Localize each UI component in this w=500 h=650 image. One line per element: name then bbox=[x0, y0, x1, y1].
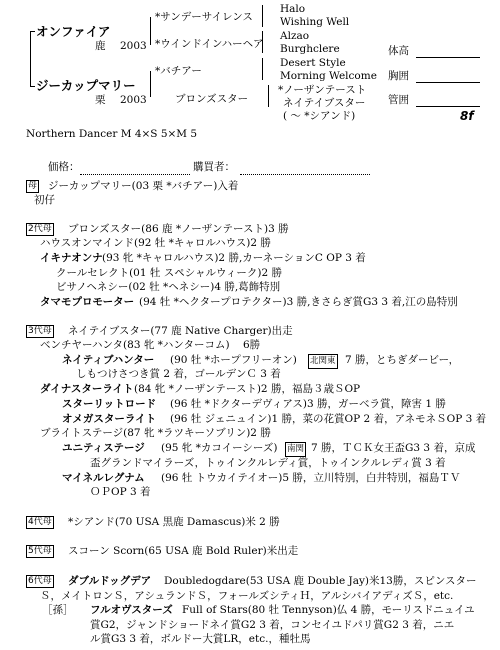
g3-1: Halo bbox=[280, 3, 306, 15]
g6-text-1: Doubledogdare(53 USA 鹿 Double Jay)米13勝，スピンスター bbox=[164, 575, 477, 587]
g4-label: 4代母 bbox=[28, 517, 52, 527]
g3-line-9-region: 南関 bbox=[285, 442, 306, 457]
g5-text: スコーン Scorn(65 USA 鹿 Bold Ruler)米出走 bbox=[68, 545, 299, 557]
g2-line-1: ブロンズスター(86 鹿 *ノーザンテースト)3 勝 bbox=[68, 223, 289, 235]
mother-line-2: 初仔 bbox=[34, 194, 55, 206]
g3-line-2: ベンチヤーハンタ(83 牝 *ハンターコム) bbox=[40, 339, 230, 351]
dam-color: 栗 bbox=[95, 94, 106, 106]
g3-label: 3代母 bbox=[28, 326, 52, 336]
g6-name: ダブルドッグデア bbox=[68, 575, 152, 587]
height-field[interactable] bbox=[416, 45, 480, 58]
inbreeding: Northern Dancer M 4×S 5×M 5 bbox=[26, 128, 198, 140]
g6-label: 6代母 bbox=[28, 576, 52, 586]
g6-grandchild-text-2: 賞G2，ジャンドショードネイ賞G2 3 着，コンセイユドパリ賞G2 3 着，ニエ bbox=[90, 619, 455, 631]
g3-2: Wishing Well bbox=[280, 16, 350, 28]
chest-field[interactable] bbox=[416, 70, 480, 83]
pedigree-bracket bbox=[30, 31, 31, 87]
g6-grandchild-marker: ［孫］ bbox=[42, 604, 74, 616]
sire-color: 鹿 bbox=[95, 40, 106, 52]
price-label: 価格： bbox=[48, 161, 80, 173]
dam-name: ジーカップマリー bbox=[36, 78, 136, 93]
g3-line-3-rest: 7 勝，とちぎダービー， bbox=[345, 354, 460, 366]
g3-6: Morning Welcome bbox=[280, 70, 377, 82]
g3-8: ネイテイブスター bbox=[283, 97, 366, 109]
g3-line-3: (90 牡 *ホープフリーオン) bbox=[170, 354, 297, 366]
cannon-label: 管囲 bbox=[388, 94, 409, 106]
g2-line-3: (93 牝 *キャロルハウス)2 勝,カーネーションC OP 3 着 bbox=[102, 252, 366, 264]
price-field[interactable] bbox=[80, 162, 190, 175]
mother-label: 母 bbox=[28, 181, 38, 191]
g2-line-6: (94 牡 *ヘクタープロテクター)3 勝,きさらぎ賞G3 3 着,江の島特別 bbox=[139, 296, 458, 308]
g3-line-12: ＯＰOP 3 着 bbox=[90, 486, 151, 498]
g3-line-6-name: スターリットロード bbox=[62, 398, 157, 410]
buyer-label: 購買者： bbox=[193, 161, 235, 173]
g2-line-5: ビサノヘネシー(02 牡 *ヘネシー)4 勝,葛飾特別 bbox=[56, 281, 281, 293]
g5-label: 5代母 bbox=[28, 546, 52, 556]
g3-3: Alzao bbox=[280, 30, 310, 42]
g2-line-3-name: イキナオンナ bbox=[40, 252, 103, 264]
g6-grandchild-text-3: ル賞G3 3 着，ボルドー大賞LR，etc.，種牡馬 bbox=[90, 633, 311, 645]
sire-name: オンファイア bbox=[36, 24, 111, 39]
cannon-field[interactable] bbox=[416, 94, 480, 107]
sire-dam: *ウインドインハーヘア bbox=[155, 38, 264, 50]
g6-grandchild-text-1: Full of Stars(80 牡 Tennyson)仏 4 勝，モーリスドニュイユ bbox=[182, 604, 475, 616]
dam-dam: ブロンズスター bbox=[175, 93, 249, 105]
g3-line-9-name: ユニティステージ bbox=[62, 442, 145, 454]
g6-text-2: Ｓ，メイトロンＳ，アシュランドＳ，フォールズシティＨ，アルシバイアディズＳ，etc. bbox=[40, 590, 454, 602]
sire-year: 2003 bbox=[120, 40, 147, 52]
family-number: 8f bbox=[460, 109, 474, 123]
sire-sire: *サンデーサイレンス bbox=[155, 11, 253, 23]
g6-grandchild-name: フルオヴスターズ bbox=[90, 604, 173, 616]
g2-line-4: クールセレクト(01 牡 スペシャルウィーク)2 勝 bbox=[56, 267, 282, 279]
g3-4: Burghclere bbox=[280, 43, 340, 55]
chest-label: 胸囲 bbox=[388, 70, 409, 82]
g3-line-7-name: オメガスターライト bbox=[62, 413, 157, 425]
g3-5: Desert Style bbox=[280, 57, 346, 69]
g3-line-3-name: ネイティブハンター bbox=[62, 354, 155, 366]
g3-line-11-name: マイネルレグナム bbox=[62, 472, 145, 484]
g3-line-3-region: 北関東 bbox=[308, 354, 338, 369]
g3-line-9-rest: 7 勝，ＴＣＫ女王盃G3 3 着，京成 bbox=[311, 442, 476, 454]
g3-line-4: しもつけさつき賞 2 着，ゴールデンＣ 3 着 bbox=[76, 368, 281, 380]
g3-extra: ( ～ *シアンド) bbox=[283, 110, 356, 122]
g2-label: 2代母 bbox=[28, 224, 52, 234]
g3-line-5-name: ダイナスターライト bbox=[40, 383, 134, 395]
mother-line-1: ジーカップマリー(03 栗 *バチアー)入着 bbox=[48, 180, 239, 192]
g3-7: *ノーザンテースト bbox=[278, 84, 367, 96]
height-label: 体高 bbox=[388, 45, 409, 57]
g3-line-1: ネイテイブスター(77 鹿 Native Charger)出走 bbox=[68, 325, 293, 337]
g4-text: *シアンド(70 USA 黒鹿 Damascus)米 2 勝 bbox=[68, 516, 280, 528]
g3-line-5: (84 牝 *ノーザンテースト)2 勝，福島３歳ＳOP bbox=[134, 383, 361, 395]
g3-line-6: (96 牡 *ドクターデヴィアス)3 勝，ガーベラ賞，障害 1 勝 bbox=[170, 398, 446, 410]
g3-line-11: (96 牡 トウカイテイオー)5 勝，立川特別，白井特別，福島ＴＶ bbox=[161, 472, 461, 484]
g3-line-7: (96 牡 ジェニュイン)1 勝，菜の花賞OP 2 着，アネモネＳOP 3 着 bbox=[170, 413, 487, 425]
g3-line-10: 盃グランドマイラーズ，トゥインクルレディ賞，トゥインクルレディ賞 3 着 bbox=[90, 457, 446, 469]
dam-sire: *バチアー bbox=[155, 65, 202, 77]
g3-line-2-wins: 6勝 bbox=[243, 339, 261, 351]
g3-line-9: (95 牝 *カコイーシーズ) bbox=[161, 442, 278, 454]
dam-year: 2003 bbox=[120, 94, 147, 106]
g2-line-2: ハウスオンマインド(92 牡 *キャロルハウス)2 勝 bbox=[40, 237, 271, 249]
buyer-field[interactable] bbox=[240, 162, 370, 175]
g2-line-6-name: タマモプロモーター bbox=[40, 296, 135, 308]
g3-line-8: ブライトステージ(87 牝 *ラツキーソブリン)2 勝 bbox=[40, 427, 271, 439]
